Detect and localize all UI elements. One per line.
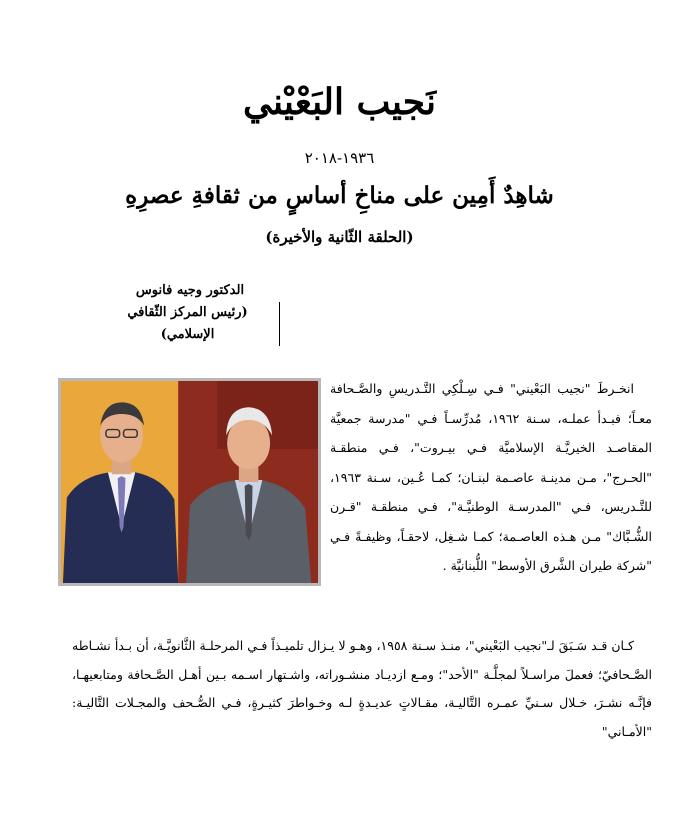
- author-position: (رئيس المركز الثّقافي الإسلامي): [100, 302, 280, 346]
- author-block: [100, 280, 280, 346]
- body-paragraph-2-text: كـان قـد سَـبَقَ لـ"نجيب البَعْيني"، منـذ سـنة ١٩٥٨، وهـو لا يـزال تلميـذاً فـي المرحلـة الثَّانويَّـة، أن بـدأ نشـاطه الصَّـحافيّ؛ فعملَ مراسـلاً لمجلَّـة "الأحد"؛ ومـع ازديـاد منشـوراته، واشـتهار اسـمه بـين أهـل الصَّـحافة ومتابعيهـا، فإنَّـه نشـرَ، خـلال سـنيِّ عمـره التَّاليـة، مقـالاتٍ عديـدةٍ لـه وخـواطرَ كثيـرةٍ، فـي الصُّـحف والمجـلات التَّاليـة: "الأمـاني": [72, 638, 652, 739]
- portrait-photo: [58, 378, 321, 586]
- portrait-illustration: [61, 381, 318, 583]
- body-paragraph-2: [72, 632, 652, 746]
- body-paragraph-1-text: انخـرطَ "نجيب البَعْيني" فـي سِـلْكِي التَّـدريسِ والصَّـحافة معـاً؛ فبـدأ عملـه، سـنة ١٩٦٢، مُدرِّسـاً فـي "مدرسة جمعيَّة المقاصـد الخيريَّـة الإسلاميَّة فـي بيـروت"، فـي منطقـة "الحـرج"، مـن مدينـة عاصـمة لبنـان؛ كمـا عُـين، سـنة ١٩٦٣، للتَّـدريس، فـي "المدرسـة الوطنيَّـة"، فـي منطقـة "قـرن الشُّـبَّاك" مـن هـذه العاصـمة؛ كمـا شـغِل، لاحقـاً، وظيفـةً فـي "شركة طيران الشَّرق الأوسط" اللُّبنانيَّة .: [330, 381, 652, 573]
- right-man-tie: [245, 484, 253, 540]
- body-paragraph-1: [330, 374, 652, 581]
- author-name: الدكتور وجيه فانوس: [135, 283, 245, 298]
- article-title: نَجيب البَعْيْني: [243, 81, 436, 123]
- article-subtitle: شاهِدٌ أَمِين على مناخِ أساسٍ من ثقافةِ عصرِهِ: [125, 182, 554, 209]
- episode-label: (الحلقة الثّانية والأخيرة): [265, 228, 414, 246]
- life-years: ١٩٣٦-٢٠١٨: [304, 149, 375, 167]
